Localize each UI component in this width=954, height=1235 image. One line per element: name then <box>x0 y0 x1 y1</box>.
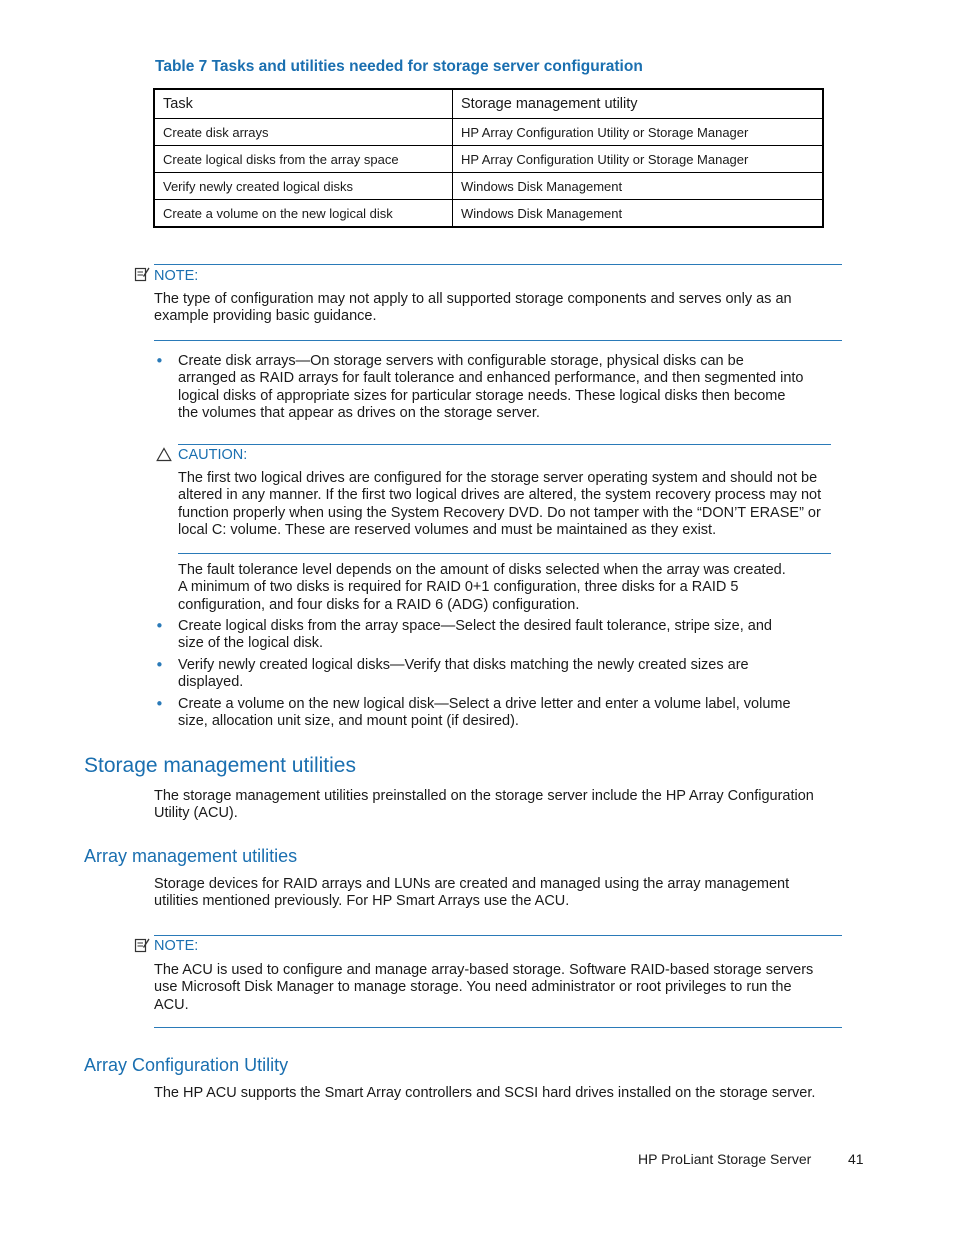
caution-label: CAUTION: <box>178 447 248 463</box>
bullet-icon: • <box>155 695 164 713</box>
paragraph-line: The storage management utilities preinstalled on the storage server include the HP Array Configuration <box>154 788 814 804</box>
bullet-line: displayed. <box>178 674 244 691</box>
note-bottom-rule <box>154 1027 842 1028</box>
footer-title: HP ProLiant Storage Server <box>638 1151 812 1167</box>
fault-tolerance-paragraph <box>178 562 848 614</box>
section-storage-management-body <box>154 788 854 823</box>
section-title-array-configuration: Array Configuration Utility <box>84 1055 289 1075</box>
note-icon <box>134 937 150 957</box>
section-array-management-body <box>154 876 854 911</box>
bullet-icon: • <box>155 617 164 635</box>
note-bottom-rule <box>154 340 842 341</box>
header-utility: Storage management utility <box>453 89 824 119</box>
note-body <box>154 962 854 1014</box>
bullet-line: Create a volume on the new logical disk—Select a drive letter and enter a volume label, volume <box>178 696 791 712</box>
section-array-configuration-body <box>154 1085 864 1102</box>
caution-line: local C: volume. These are reserved volumes and must be maintained as they exist. <box>178 521 717 538</box>
bullet-line: arranged as RAID arrays for fault tolerance and enhanced performance, and then segmented into <box>178 370 804 387</box>
bullet-create-disk-arrays <box>178 353 848 422</box>
bullet-line: Verify newly created logical disks—Verify that disks matching the newly created sizes are <box>178 657 749 673</box>
paragraph-line: Storage devices for RAID arrays and LUNs are created and managed using the array management <box>154 876 790 892</box>
bullet-line: Create logical disks from the array space—Select the desired fault tolerance, stripe size, and <box>178 618 772 634</box>
note-top-rule <box>154 935 842 936</box>
paragraph-line: configuration, and four disks for a RAID 6 (ADG) configuration. <box>178 596 580 613</box>
bullet-line: the volumes that appear as drives on the storage server. <box>178 404 540 421</box>
note-icon <box>134 266 150 286</box>
page-number: 41 <box>848 1151 864 1167</box>
bullet-create-volume <box>178 696 848 731</box>
task-cell: Verify newly created logical disks <box>154 173 453 200</box>
note-line: The ACU is used to configure and manage array-based storage. Software RAID-based storage servers <box>154 962 814 978</box>
caution-line: The first two logical drives are configured for the storage server operating system and should not be <box>178 470 818 486</box>
bullet-line: size, allocation unit size, and mount point (if desired). <box>178 713 519 730</box>
utility-cell: Windows Disk Management <box>453 173 824 200</box>
bullet-line: logical disks of appropriate sizes for particular storage needs. These logical disks then become <box>178 387 786 404</box>
caution-line: altered in any manner. If the first two logical drives are altered, the system recovery process may not <box>178 487 822 504</box>
paragraph-line: A minimum of two disks is required for RAID 0+1 configuration, three disks for a RAID 5 <box>178 579 739 596</box>
note-line: ACU. <box>154 996 189 1013</box>
utility-cell: Windows Disk Management <box>453 200 824 228</box>
table-row <box>154 200 823 228</box>
bullet-verify-logical-disks <box>178 657 848 692</box>
bullet-line: Create disk arrays—On storage servers with configurable storage, physical disks can be <box>178 353 744 369</box>
caution-body <box>178 470 858 539</box>
task-cell: Create disk arrays <box>154 119 453 146</box>
note-line: use Microsoft Disk Manager to manage storage. You need administrator or root privileges to run the <box>154 979 792 996</box>
paragraph-line: Utility (ACU). <box>154 805 238 822</box>
task-cell: Create logical disks from the array space <box>154 146 453 173</box>
note-label: NOTE: <box>154 938 199 954</box>
task-cell: Create a volume on the new logical disk <box>154 200 453 228</box>
note-top-rule <box>154 264 842 265</box>
bullet-icon: • <box>155 352 164 370</box>
tasks-table <box>153 88 824 228</box>
table-row <box>154 146 823 173</box>
header-task: Task <box>154 89 453 119</box>
caution-line: function properly when using the System Recovery DVD. Do not tamper with the “DON’T ERASE” or <box>178 504 821 521</box>
caution-icon <box>156 447 172 466</box>
caution-bottom-rule <box>178 553 831 554</box>
paragraph-line: The fault tolerance level depends on the amount of disks selected when the array was created. <box>178 562 786 578</box>
table-caption: Table 7 Tasks and utilities needed for storage server configuration <box>155 58 643 75</box>
paragraph-line: The HP ACU supports the Smart Array controllers and SCSI hard drives installed on the storage server. <box>154 1085 816 1101</box>
table-header-row <box>154 89 823 119</box>
utility-cell: HP Array Configuration Utility or Storage Manager <box>453 119 824 146</box>
table-row <box>154 173 823 200</box>
section-title-storage-management: Storage management utilities <box>84 754 356 777</box>
caution-top-rule <box>178 444 831 445</box>
table-row <box>154 119 823 146</box>
bullet-create-logical-disks <box>178 618 848 653</box>
note-label: NOTE: <box>154 268 199 284</box>
bullet-line: size of the logical disk. <box>178 635 324 652</box>
note-line: example providing basic guidance. <box>154 308 377 325</box>
utility-cell: HP Array Configuration Utility or Storage Manager <box>453 146 824 173</box>
section-title-array-management: Array management utilities <box>84 846 298 866</box>
note-body <box>154 291 854 326</box>
bullet-icon: • <box>155 656 164 674</box>
paragraph-line: utilities mentioned previously. For HP Smart Arrays use the ACU. <box>154 893 570 910</box>
note-line: The type of configuration may not apply to all supported storage components and serves only as an <box>154 291 792 307</box>
